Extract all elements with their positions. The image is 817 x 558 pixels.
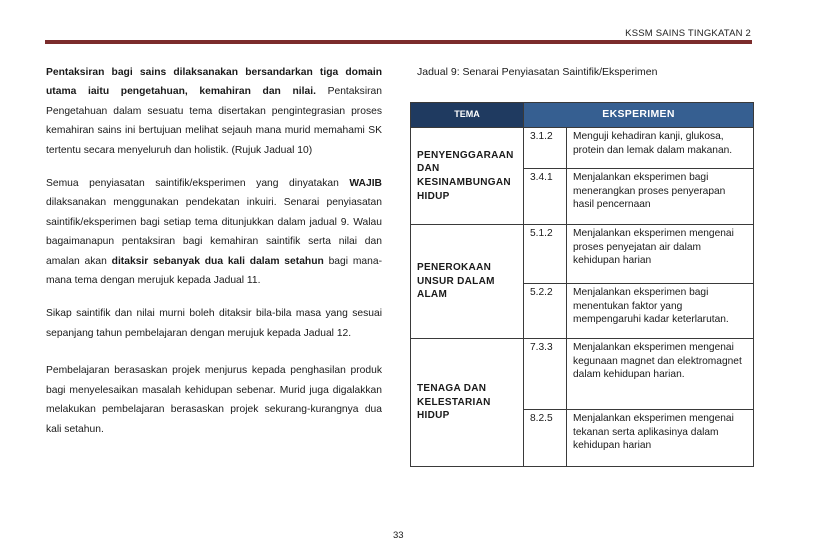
experiment-code: 5.1.2 <box>530 228 553 239</box>
experiment-code: 7.3.3 <box>530 342 553 353</box>
table-caption: Jadual 9: Senarai Penyiasatan Saintifik/Eksperimen <box>417 66 658 78</box>
experiment-item <box>524 409 753 466</box>
experiment-code: 3.4.1 <box>530 172 553 183</box>
table-row <box>411 128 754 225</box>
paragraph-investigations-a: Semua penyiasatan saintifik/eksperimen yang dinyatakan <box>46 178 339 190</box>
experiment-desc: Menjalankan eksperimen mengenai proses penyejatan air dalam kehidupan harian <box>566 225 753 283</box>
paragraph-investigations-d: bagi mana-mana tema dengan merujuk kepada Jadual 11. <box>46 255 383 287</box>
paragraph-assessment-domains <box>46 63 382 160</box>
tema-cell: PENEROKAAN UNSUR DALAM ALAM <box>411 225 524 339</box>
page-number: 33 <box>393 530 404 541</box>
tema-cell: PENYENGGARAAN DAN KESINAMBUNGAN HIDUP <box>411 128 524 225</box>
paragraph-investigations-c: dilaksanakan menggunakan pendekatan inkuiri. Senarai penyiasatan saintifik/eksperimen bagi setiap tema ditunjukkan dalam jadual 9. Walau bagaimanapun pentaksiran bagi kemahiran saintifik serta nilai dan amalan akan <box>46 197 382 267</box>
tema-header: TEMA <box>411 103 524 128</box>
experiment-item <box>524 225 753 283</box>
tema-cell: TENAGA DAN KELESTARIAN HIDUP <box>411 339 524 467</box>
experiment-item <box>524 339 753 409</box>
paragraph-investigations-wajib: WAJIB <box>349 178 382 190</box>
eksperimen-header: EKSPERIMEN <box>524 103 754 128</box>
experiment-table <box>410 102 754 467</box>
paragraph-investigations-twice: ditaksir sebanyak dua kali dalam setahun <box>111 255 324 267</box>
paragraph-assessment-domains-rest: Pentaksiran Pengetahuan dalam sesuatu tema disertakan pengintegrasian proses kemahiran sains ini bertujuan melihat sejauh mana murid memahami SK tertentu secara menyeluruh dan holistik. (Rujuk Jadual 10) <box>46 86 382 156</box>
table-row <box>411 339 754 467</box>
experiment-cell <box>524 339 754 467</box>
experiment-cell <box>524 128 754 225</box>
experiment-item <box>524 128 753 168</box>
experiment-code: 5.2.2 <box>530 287 553 298</box>
table-row <box>411 225 754 339</box>
experiment-code: 8.2.5 <box>530 413 553 424</box>
header-title: KSSM SAINS TINGKATAN 2 <box>625 28 751 39</box>
experiment-desc: Menjalankan eksperimen mengenai tekanan serta aplikasinya dalam kehidupan harian <box>566 410 753 466</box>
paragraph-assessment-domains-bold: Pentaksiran bagi sains dilaksanakan bersandarkan tiga domain utama iaitu pengetahuan, kemahiran dan nilai. <box>46 67 382 98</box>
body-text <box>46 63 382 453</box>
experiment-item <box>524 168 753 224</box>
experiment-desc: Menjalankan eksperimen bagi menerangkan proses penyerapan hasil pencernaan <box>566 169 753 224</box>
experiment-cell <box>524 225 754 339</box>
experiment-item <box>524 283 753 338</box>
experiment-desc: Menguji kehadiran kanji, glukosa, protein dan lemak dalam makanan. <box>566 128 753 168</box>
paragraph-scientific-attitude: Sikap saintifik dan nilai murni boleh ditaksir bila-bila masa yang sesuai sepanjang tahun pembelajaran dengan merujuk kepada Jadual 12. <box>46 308 382 339</box>
paragraph-investigations <box>46 174 382 290</box>
experiment-code: 3.1.2 <box>530 131 553 142</box>
header-rule <box>45 40 752 44</box>
experiment-desc: Menjalankan eksperimen bagi menentukan faktor yang mempengaruhi kadar keterlarutan. <box>566 284 753 338</box>
paragraph-project-learning: Pembelajaran berasaskan projek menjurus kepada penghasilan produk bagi menyelesaikan masalah kehidupan sebenar. Murid juga digalakkan melakukan pembelajaran berasaskan projek sekurang-kurangnya dua kali setahun. <box>46 365 382 435</box>
experiment-desc: Menjalankan eksperimen mengenai kegunaan magnet dan elektromagnet dalam kehidupan harian. <box>566 339 753 409</box>
